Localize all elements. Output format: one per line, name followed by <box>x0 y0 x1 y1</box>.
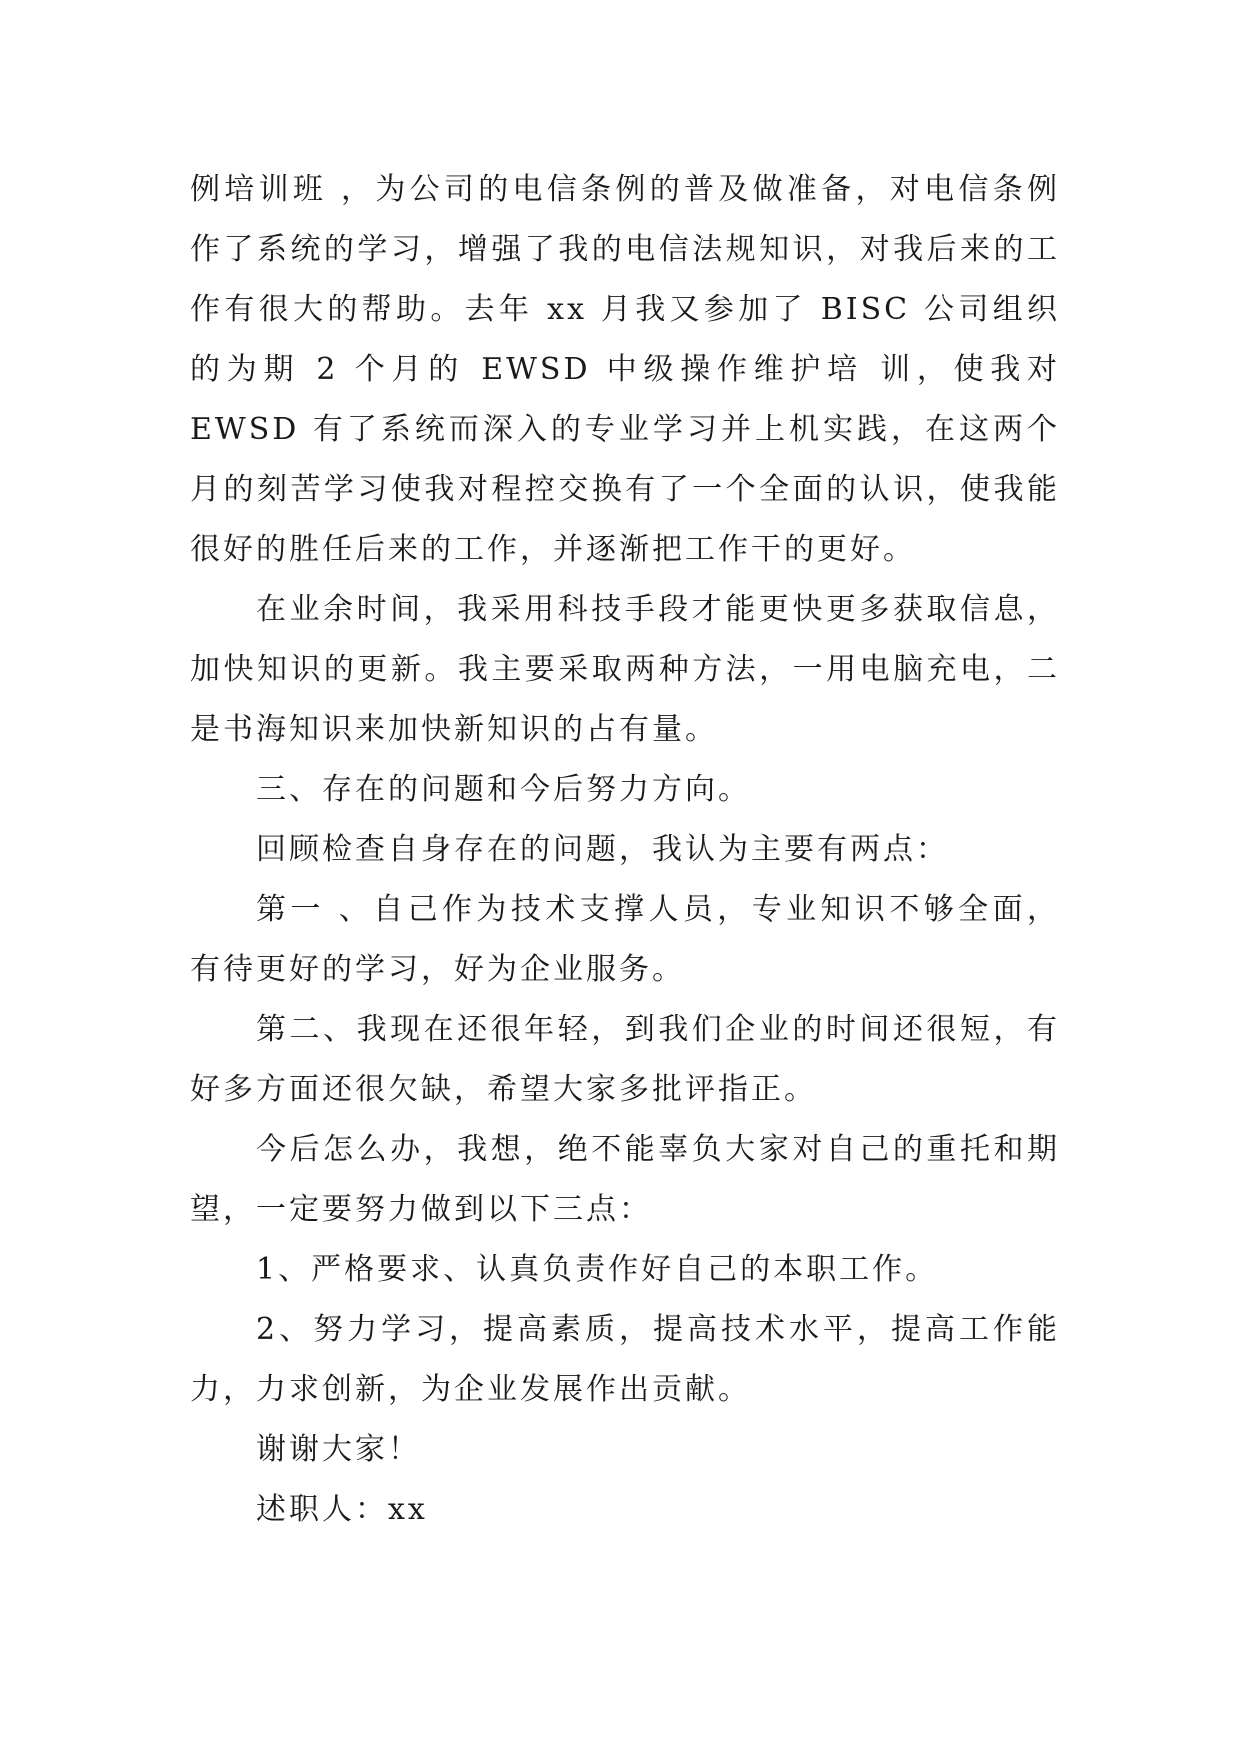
paragraph-training: 例培训班 ，为公司的电信条例的普及做准备，对电信条例作了系统的学习，增强了我的电信法规知识，对我后来的工作有很大的帮助。去年 xx 月我又参加了 BISC 公司组织的为期 2 个月的 EWSD 中级操作维护培 训，使我对 EWSD 有了系统而深入的专业学习并上机实践，在这两个月的刻苦学习使我对程控交换有了一个全面的认识，使我能很好的胜任后来的工作，并逐渐把工作干的更好。 <box>190 172 1060 567</box>
paragraph-future: 今后怎么办，我想，绝不能辜负大家对自己的重托和期望，一定要努力做到以下三点： <box>190 1132 1060 1227</box>
list-item-2: 2、努力学习，提高素质，提高技术水平，提高工作能力，力求创新，为企业发展作出贡献。 <box>190 1312 1060 1407</box>
paragraph-spare-time: 在业余时间，我采用科技手段才能更快更多获取信息，加快知识的更新。我主要采取两种方法，一用电脑充电，二是书海知识来加快新知识的占有量。 <box>190 592 1060 747</box>
signature-line: 述职人：xx <box>256 1492 428 1527</box>
closing-thanks: 谢谢大家！ <box>256 1432 421 1467</box>
paragraph-point-one: 第一 、自己作为技术支撑人员，专业知识不够全面，有待更好的学习，好为企业服务。 <box>190 892 1060 987</box>
paragraph-review: 回顾检查自身存在的问题，我认为主要有两点： <box>256 832 949 867</box>
paragraph-point-two: 第二、我现在还很年轻，到我们企业的时间还很短，有好多方面还很欠缺，希望大家多批评指正。 <box>190 1012 1060 1107</box>
list-item-1: 1、严格要求、认真负责作好自己的本职工作。 <box>256 1252 939 1287</box>
section-heading-problems: 三、存在的问题和今后努力方向。 <box>256 772 751 807</box>
document-body <box>190 160 1060 1540</box>
